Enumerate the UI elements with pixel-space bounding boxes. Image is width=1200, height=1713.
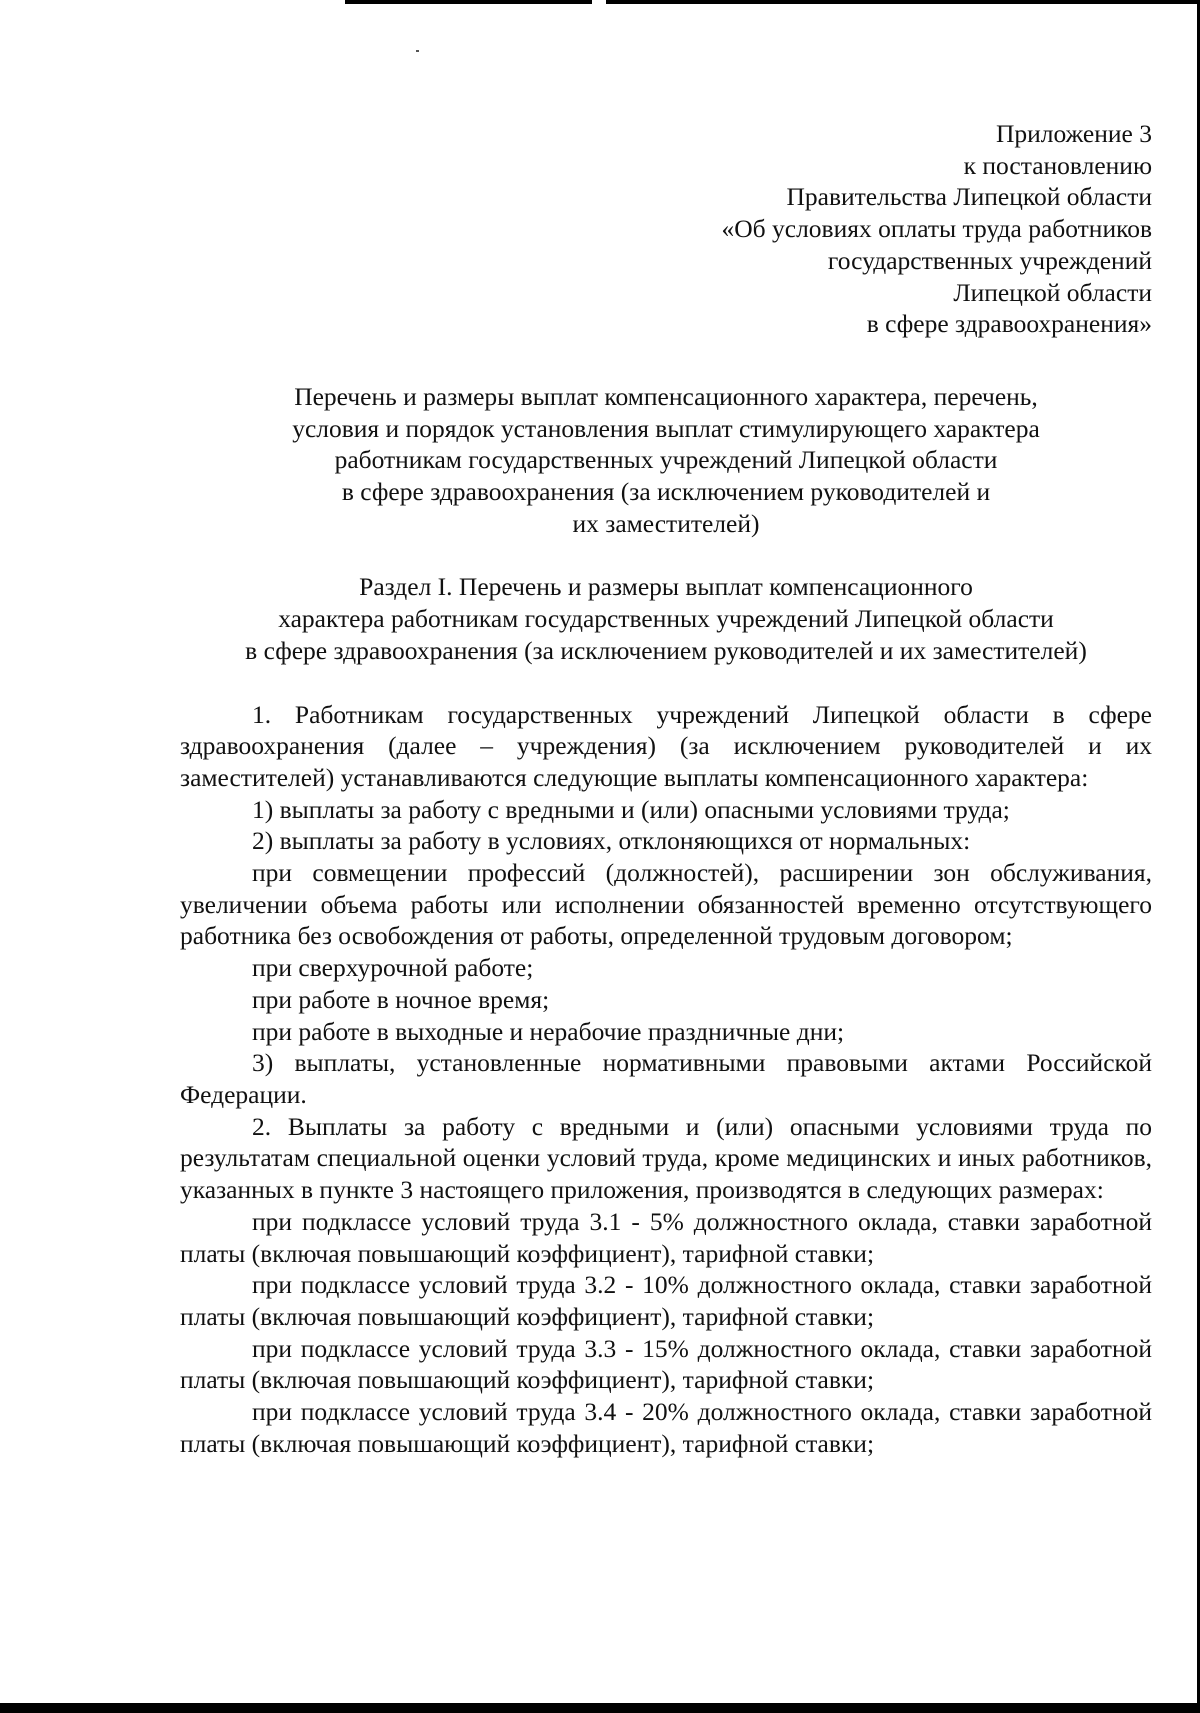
list-item: при работе в ночное время; — [252, 984, 550, 1014]
paragraph: 3) выплаты, установленные нормативными правовыми актами Российской Федерации. — [180, 1048, 1152, 1109]
paragraph: при подклассе условий труда 3.2 - 10% должностного оклада, ставки заработной платы (включая повышающий коэффициент), тарифной ставки; — [180, 1270, 1152, 1331]
appendix-header-line: Липецкой области — [953, 277, 1152, 307]
document-title-line: в сфере здравоохранения (за исключением руководителей и — [341, 477, 991, 507]
document-title-line: их заместителей) — [572, 508, 760, 538]
document-title — [180, 381, 1152, 540]
scan-speck — [416, 50, 419, 52]
appendix-header — [180, 118, 1152, 340]
list-item: 2) выплаты за работу в условиях, отклоняющихся от нормальных: — [252, 826, 971, 856]
paragraph: 2. Выплаты за работу с вредными и (или) опасными условиями труда по результатам специальной оценки условий труда, кроме медицинских и иных работников, указанных в пункте 3 настоящего приложения, производятся в следующих размерах: — [180, 1111, 1152, 1205]
scan-border-top — [345, 0, 1200, 4]
section-title — [180, 571, 1152, 666]
list-item: при работе в выходные и нерабочие праздничные дни; — [252, 1016, 845, 1046]
document-title-line: Перечень и размеры выплат компенсационного характера, перечень, — [294, 381, 1038, 411]
list-item: при сверхурочной работе; — [252, 953, 534, 983]
appendix-header-line: государственных учреждений — [827, 245, 1152, 275]
section-title-line: характера работникам государственных учреждений Липецкой области — [278, 604, 1054, 634]
list-item: 1) выплаты за работу с вредными и (или) опасными условиями труда; — [252, 794, 1010, 824]
paragraph: при совмещении профессий (должностей), расширении зон обслуживания, увеличении объема работы или исполнении обязанностей временно отсутствующего работника без освобождения от работы, определенной трудовым договором; — [180, 858, 1152, 951]
appendix-header-line: «Об условиях оплаты труда работников — [721, 214, 1152, 244]
section-title-line: в сфере здравоохранения (за исключением руководителей и их заместителей) — [245, 635, 1087, 665]
appendix-header-line: Правительства Липецкой области — [786, 182, 1152, 212]
scan-border-bottom — [0, 1703, 1200, 1713]
appendix-header-line: Приложение 3 — [996, 119, 1152, 148]
paragraph: при подклассе условий труда 3.1 - 5% должностного оклада, ставки заработной платы (включая повышающий коэффициент), тарифной ставки; — [180, 1206, 1152, 1268]
section-title-line: Раздел I. Перечень и размеры выплат компенсационного — [359, 572, 973, 602]
body-text — [180, 699, 1152, 1460]
paragraph: при подклассе условий труда 3.3 - 15% должностного оклада, ставки заработной платы (включая повышающий коэффициент), тарифной ставки; — [180, 1333, 1152, 1395]
appendix-header-line: к постановлению — [963, 150, 1152, 180]
document-title-line: условия и порядок установления выплат стимулирующего характера — [292, 413, 1040, 443]
document-title-line: работникам государственных учреждений Липецкой области — [334, 445, 998, 475]
document-page — [180, 118, 1152, 1459]
appendix-header-line: в сфере здравоохранения» — [866, 309, 1152, 339]
scan-border-gap — [592, 0, 606, 4]
paragraph: при подклассе условий труда 3.4 - 20% должностного оклада, ставки заработной платы (включая повышающий коэффициент), тарифной ставки; — [180, 1397, 1152, 1458]
paragraph: 1. Работникам государственных учреждений Липецкой области в сфере здравоохранения (далее – учреждения) (за исключением руководителей и их заместителей) устанавливаются следующие выплаты компенсационного характера: — [180, 699, 1152, 792]
